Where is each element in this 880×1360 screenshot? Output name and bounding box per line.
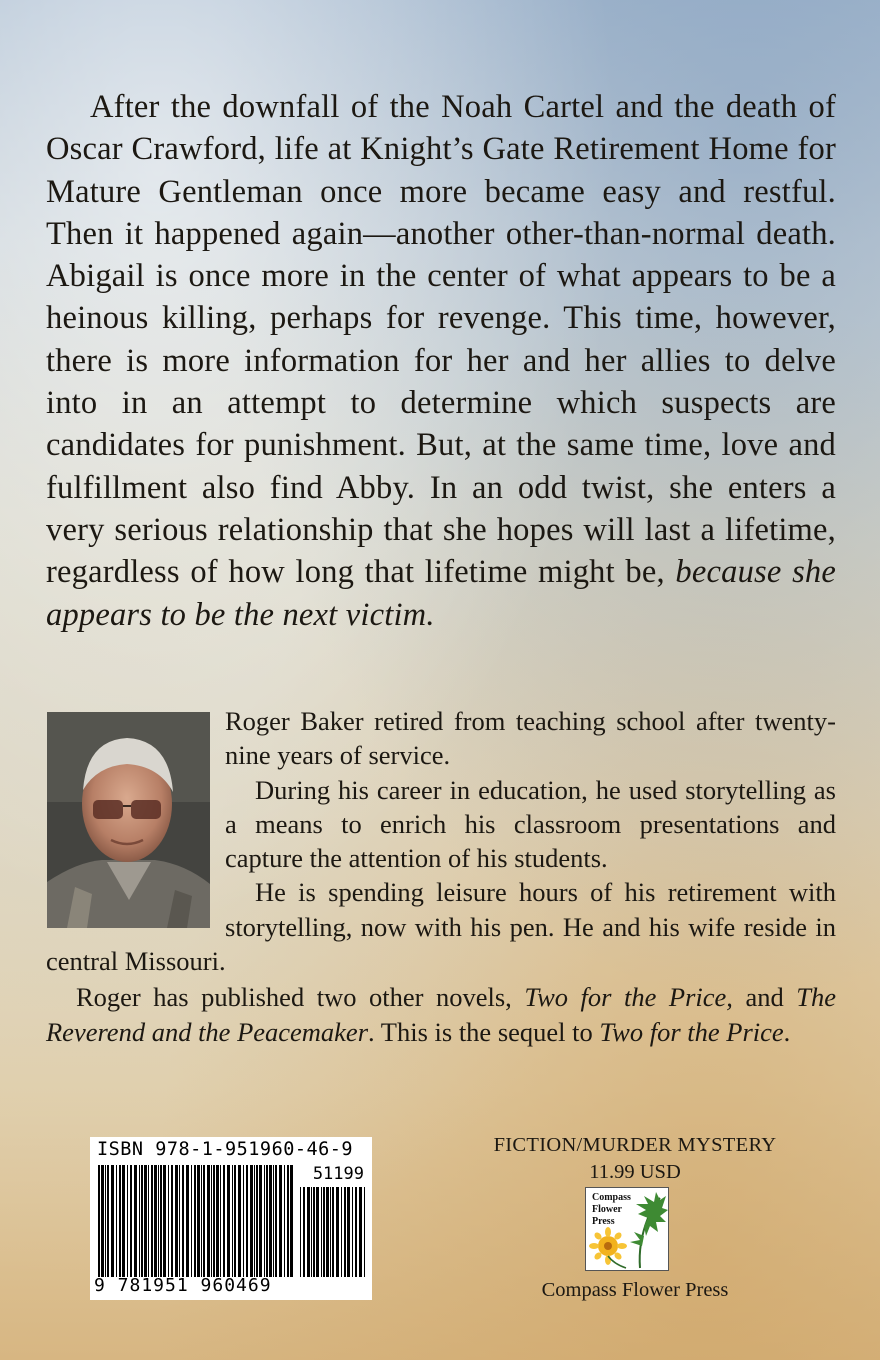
bio-paragraph-3: He is spending leisure hours of his retirement with storytelling, now with his pen. He and his wife reside in central Missouri.	[46, 877, 836, 977]
bio-p4-text-a: Roger has published two other novels,	[76, 982, 525, 1013]
logo-wordmark	[592, 1192, 631, 1228]
book-title-two-for-the-price: Two for the Price,	[524, 982, 733, 1013]
barcode-bar	[336, 1187, 339, 1277]
barcode-digits: 9 781951 960469	[94, 1275, 272, 1296]
barcode-bar	[134, 1165, 137, 1277]
barcode-bar	[238, 1165, 241, 1277]
barcode-bar	[275, 1165, 277, 1277]
addon-barcode-bars	[299, 1187, 367, 1277]
barcode-bar	[311, 1187, 312, 1277]
barcode-bar	[254, 1165, 255, 1277]
barcode-bar	[269, 1165, 272, 1277]
barcode-bar	[105, 1165, 106, 1277]
barcode-bar	[313, 1187, 315, 1277]
bio-paragraph-1: Roger Baker retired from teaching school after twenty-nine years of service.	[225, 706, 836, 771]
barcode-bar	[321, 1187, 322, 1277]
barcode-bar	[290, 1165, 293, 1277]
barcode-bar	[316, 1187, 319, 1277]
barcode-bar	[250, 1165, 253, 1277]
barcode-bar	[259, 1165, 262, 1277]
barcode-bar	[246, 1165, 248, 1277]
barcode-bar	[111, 1165, 114, 1277]
barcode-bar	[284, 1165, 285, 1277]
isbn-number: ISBN 978-1-951960-46-9	[97, 1139, 354, 1160]
logo-line-1: Compass	[592, 1192, 631, 1203]
barcode-bar	[119, 1165, 121, 1277]
barcode-bar	[182, 1165, 184, 1277]
barcode-bar	[307, 1187, 310, 1277]
barcode-bar	[213, 1165, 215, 1277]
description-text: After the downfall of the Noah Cartel and the death of Oscar Crawford, life at Knight’s Gate Retirement Home for Mature Gentleman once more became easy and restful. Then it happened again—another other-than-normal death. Abigail is once more in the center of what appears to be a heinous killing, perhaps for revenge. This time, however, there is more information for her and her allies to delve into in an attempt to determine which suspects are candidates for punishment. But, at the same time, love and fulfillment also find Abby. In an odd twist, she enters a very serious relationship that she hopes will last a lifetime, regardless of how long that lifetime might be,	[46, 89, 836, 591]
barcode-bar	[191, 1165, 192, 1277]
book-title-two-for-the-price-sequel: Two for the Price	[599, 1016, 784, 1047]
logo-line-3: Press	[592, 1216, 615, 1227]
publisher-name: Compass Flower Press	[541, 1279, 729, 1301]
author-bio	[46, 704, 836, 1049]
barcode-bar	[144, 1165, 147, 1277]
barcode-bar	[264, 1165, 265, 1277]
barcode-bar	[101, 1165, 104, 1277]
barcode-bar	[232, 1165, 233, 1277]
barcode-bar	[107, 1165, 109, 1277]
bio-paragraph-2: During his career in education, he used storytelling as a means to enrich his classroom presentations and capture the attention of his students.	[225, 774, 836, 874]
logo-line-2: Flower	[592, 1204, 622, 1215]
barcode-bar	[326, 1187, 329, 1277]
price-code: 51199	[312, 1164, 364, 1184]
barcode-bar	[303, 1187, 305, 1277]
barcode-bar	[300, 1187, 301, 1277]
barcode-bar	[127, 1165, 128, 1277]
barcode-bar	[220, 1165, 221, 1277]
barcode-bar	[163, 1165, 166, 1277]
barcode-bar	[207, 1165, 210, 1277]
barcode-bar	[194, 1165, 196, 1277]
bio-paragraph-4	[46, 980, 836, 1049]
barcode-bar	[175, 1165, 178, 1277]
barcode-bar	[256, 1165, 258, 1277]
barcode-bar	[227, 1165, 230, 1277]
isbn-barcode	[90, 1137, 372, 1300]
bio-p4-text-b: and	[732, 982, 797, 1013]
barcode-bar	[359, 1187, 362, 1277]
barcode-bar	[323, 1187, 325, 1277]
description-italic-ending: because she appears to be the next victim.	[46, 554, 836, 633]
barcode-bar	[330, 1187, 331, 1277]
genre-label: FICTION/MURDER MYSTERY	[493, 1134, 777, 1156]
barcode-bar	[273, 1165, 274, 1277]
barcode-bar	[116, 1165, 117, 1277]
barcode-bar	[141, 1165, 143, 1277]
barcode-bar	[130, 1165, 132, 1277]
barcode-bar	[160, 1165, 162, 1277]
price-label: 11.99 USD	[589, 1161, 681, 1183]
barcode-bar	[243, 1165, 244, 1277]
barcode-bar	[154, 1165, 157, 1277]
barcode-bar	[211, 1165, 212, 1277]
barcode-bar	[364, 1187, 365, 1277]
barcode-bar	[201, 1165, 202, 1277]
barcode-bar	[203, 1165, 205, 1277]
barcode-bar	[98, 1165, 100, 1277]
publisher-logo	[585, 1187, 669, 1271]
barcode-bar	[216, 1165, 219, 1277]
barcode-bar	[139, 1165, 140, 1277]
barcode-bar	[158, 1165, 159, 1277]
book-description	[46, 86, 836, 636]
barcode-bar	[344, 1187, 346, 1277]
barcode-bar	[179, 1165, 180, 1277]
barcode-bar	[122, 1165, 125, 1277]
barcode-bar	[148, 1165, 149, 1277]
ean-barcode-bars	[97, 1165, 293, 1277]
barcode-bar	[197, 1165, 200, 1277]
barcode-bar	[287, 1165, 289, 1277]
barcode-bar	[266, 1165, 268, 1277]
barcode-bar	[171, 1165, 173, 1277]
bio-p4-text-c: . This is the sequel to	[368, 1016, 600, 1047]
barcode-bar	[151, 1165, 153, 1277]
barcode-bar	[355, 1187, 357, 1277]
barcode-bar	[352, 1187, 353, 1277]
barcode-bar	[223, 1165, 225, 1277]
barcode-bar	[186, 1165, 189, 1277]
barcode-bar	[341, 1187, 342, 1277]
bio-p4-text-d: .	[783, 1016, 791, 1047]
barcode-bar	[332, 1187, 334, 1277]
book-title-reverend-peacemaker: The Reverend and the Peacemaker	[46, 982, 836, 1047]
barcode-bar	[234, 1165, 236, 1277]
barcode-bar	[279, 1165, 282, 1277]
barcode-bar	[168, 1165, 169, 1277]
barcode-bar	[347, 1187, 350, 1277]
